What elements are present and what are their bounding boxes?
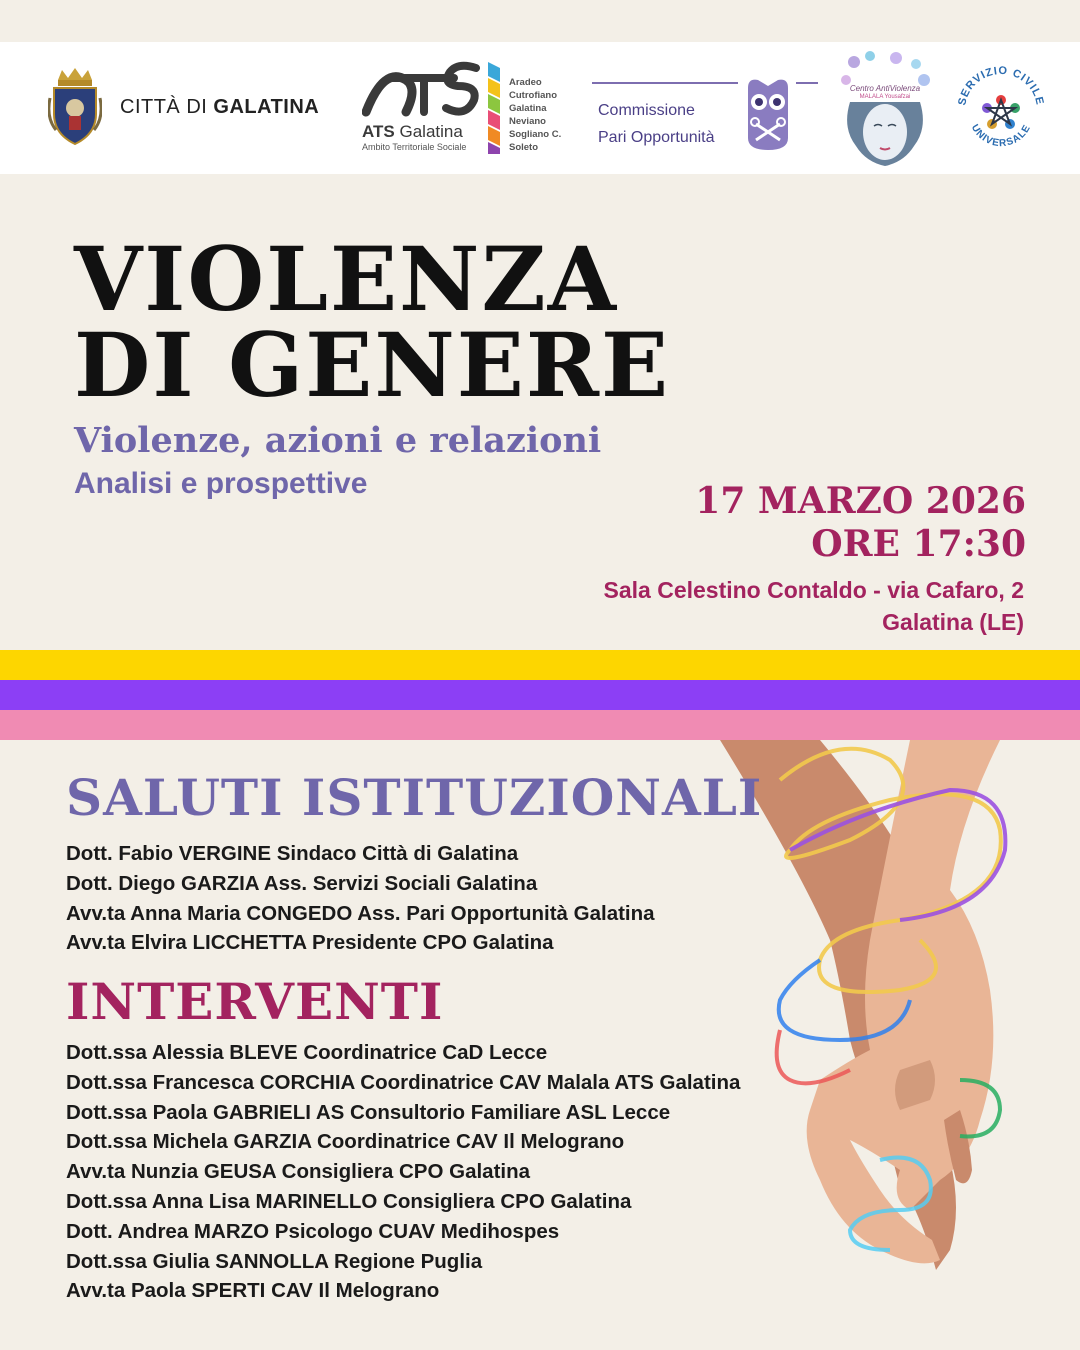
list-item: Avv.ta Nunzia GEUSA Consigliera CPO Galatina xyxy=(66,1160,531,1184)
ats-title xyxy=(362,122,463,142)
stripe-yellow xyxy=(0,650,1080,680)
section-title-saluti: SALUTI ISTITUZIONALI xyxy=(66,768,763,827)
event-venue xyxy=(604,574,1025,638)
stripe-pink xyxy=(0,710,1080,740)
venue-address: Sala Celestino Contaldo - via Cafaro, 2 xyxy=(603,577,1024,603)
cav-title: Centro AntiViolenza xyxy=(849,84,921,93)
cpo-line2: Pari Opportunità xyxy=(598,129,715,146)
list-item: Dott.ssa Anna Lisa MARINELLO Consigliera CPO Galatina xyxy=(66,1189,632,1213)
coat-of-arms-icon xyxy=(48,68,102,146)
stripe-purple xyxy=(0,680,1080,710)
list-item: Dott.ssa Giulia SANNOLLA Regione Puglia xyxy=(66,1249,483,1273)
ats-towns-list xyxy=(509,76,561,154)
cav-subtitle: MALALA Yousafzai xyxy=(859,94,911,100)
list-item: Avv.ta Paola SPERTI CAV Il Melograno xyxy=(66,1279,440,1303)
woman-face-butterflies-icon xyxy=(836,50,934,168)
logo-band xyxy=(0,42,1080,174)
ats-subtitle: Ambito Territoriale Sociale xyxy=(362,142,467,152)
event-time: ORE 17:30 xyxy=(811,523,1026,565)
town-item: Cutrofiano xyxy=(509,90,558,101)
owl-icon xyxy=(742,78,794,152)
title-line-2: DI GENERE xyxy=(74,313,671,417)
ats-color-bars-icon xyxy=(484,62,504,154)
subtitle-secondary: Analisi e prospettive xyxy=(74,467,368,500)
section-title-interventi: INTERVENTI xyxy=(66,972,444,1031)
commissione-pari-opportunita-logo xyxy=(592,78,818,158)
list-item: Avv.ta Elvira LICCHETTA Presidente CPO Galatina xyxy=(66,931,554,955)
cpo-line1: Commissione xyxy=(598,102,695,119)
venue-city: Galatina (LE) xyxy=(882,609,1024,635)
saluti-list xyxy=(66,839,655,958)
ats-mark-icon xyxy=(362,60,502,120)
event-date: 17 MARZO 2026 xyxy=(695,480,1026,522)
city-name xyxy=(120,96,319,119)
interventi-list xyxy=(66,1038,740,1306)
ats-prefix: ATS xyxy=(362,122,395,141)
town-item: Aradeo xyxy=(509,77,542,88)
list-item: Dott.ssa Michela GARZIA Coordinatrice CAV Il Melograno xyxy=(66,1130,625,1154)
list-item: Dott. Fabio VERGINE Sindaco Città di Galatina xyxy=(66,842,519,865)
town-item: Neviano xyxy=(509,116,546,127)
town-item: Soleto xyxy=(509,142,539,153)
list-item: Dott.ssa Francesca CORCHIA Coordinatrice CAV Malala ATS Galatina xyxy=(66,1070,741,1094)
ats-galatina-logo xyxy=(362,60,572,156)
divider xyxy=(592,82,738,84)
list-item: Avv.ta Anna Maria CONGEDO Ass. Pari Opportunità Galatina xyxy=(66,901,655,925)
town-item: Galatina xyxy=(509,103,547,114)
list-item: Dott. Andrea MARZO Psicologo CUAV Medihospes xyxy=(66,1219,560,1243)
subtitle: Violenze, azioni e relazioni xyxy=(74,420,602,461)
star-ring-icon xyxy=(955,64,1047,156)
city-of-galatina-logo xyxy=(48,68,319,146)
svg-text:UNIVERSALE xyxy=(969,123,1033,150)
event-datetime xyxy=(695,480,1026,566)
town-item: Sogliano C. xyxy=(509,129,562,140)
city-prefix: CITTÀ DI xyxy=(120,95,208,118)
scu-bottom-text: UNIVERSALE xyxy=(968,122,1034,150)
page-title xyxy=(74,227,671,417)
city-name-bold: GALATINA xyxy=(213,95,320,118)
divider xyxy=(796,82,818,84)
centro-antiviolenza-malala-logo xyxy=(836,50,934,168)
list-item: Dott.ssa Paola GABRIELI AS Consultorio Familiare ASL Lecce xyxy=(66,1100,671,1124)
title-line-1: VIOLENZA xyxy=(74,227,618,331)
list-item: Dott. Diego GARZIA Ass. Servizi Sociali Galatina xyxy=(66,871,538,895)
list-item: Dott.ssa Alessia BLEVE Coordinatrice CaD Lecce xyxy=(66,1041,548,1064)
ats-name: Galatina xyxy=(399,122,463,141)
servizio-civile-universale-logo xyxy=(955,64,1047,156)
scu-top-text: SERVIZIO CIVILE xyxy=(956,64,1046,107)
